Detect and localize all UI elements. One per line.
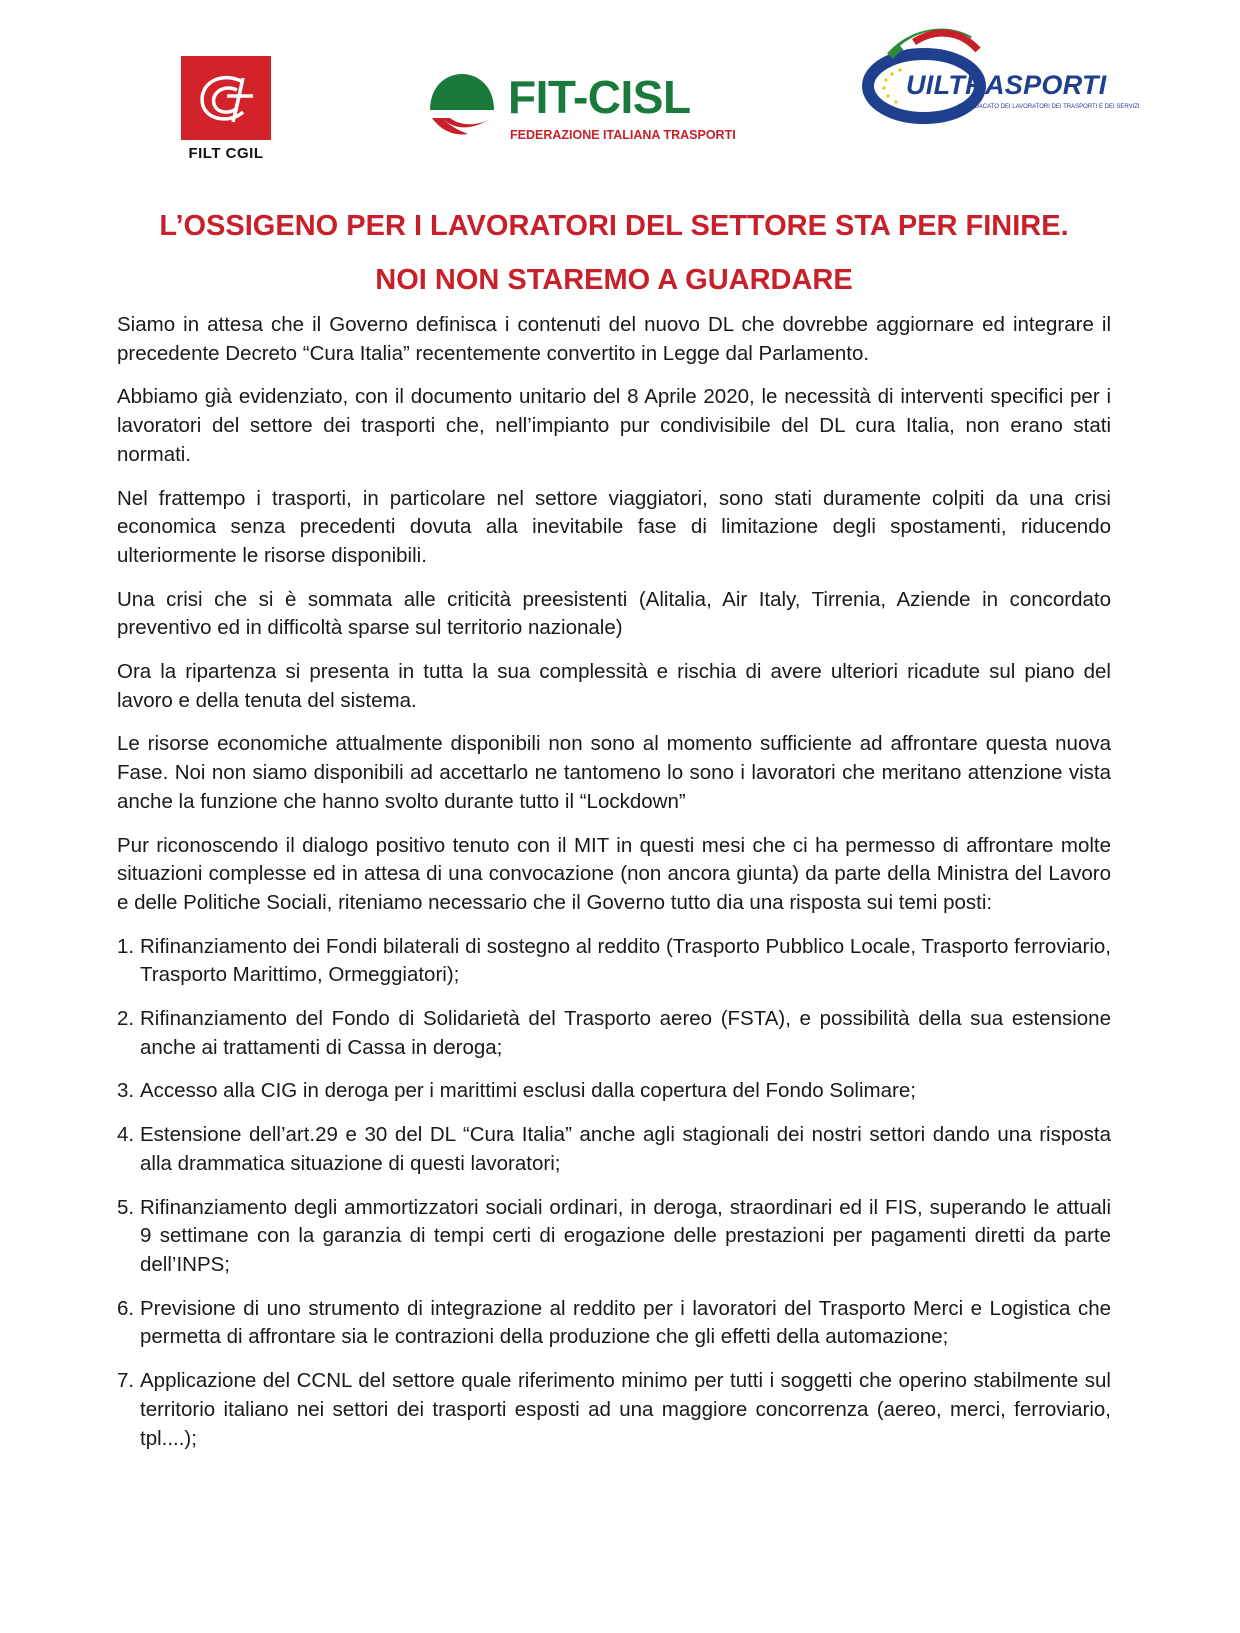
list-item-text: Previsione di uno strumento di integrazione al reddito per i lavoratori del Trasporto Merci e Logistica che permetta di affrontare sia le contrazioni della produzione che gli effetti della automazione;: [140, 1296, 1111, 1349]
fit-cisl-subtitle: FEDERAZIONE ITALIANA TRASPORTI: [510, 128, 736, 142]
paragraph: Una crisi che si è sommata alle criticità preesistenti (Alitalia, Air Italy, Tirrenia, Aziende in concordato preventivo ed in difficoltà sparse sul territorio nazionale): [117, 587, 1111, 640]
list-item: [117, 1121, 1111, 1178]
list-item-number: 7.: [117, 1369, 135, 1393]
list-item-text: Accesso alla CIG in deroga per i marittimi esclusi dalla copertura del Fondo Solimare;: [140, 1079, 916, 1103]
list-item: [117, 1194, 1111, 1280]
list-item: [117, 1077, 1111, 1106]
paragraph: Abbiamo già evidenziato, con il documento unitario del 8 Aprile 2020, le necessità di interventi specifici per i lavoratori del settore dei trasporti che, nell’impianto pur condivisibile del DL cura Italia, non erano stati normati.: [117, 385, 1111, 466]
filt-cgil-label: FILT CGIL: [188, 145, 264, 162]
demands-list: [117, 933, 1111, 1454]
list-item-text: Rifinanziamento degli ammortizzatori sociali ordinari, in deroga, straordinari ed il FIS, superando le attuali 9 settimane con la garanzia di tempi certi di erogazione delle prestazioni per pagamenti diretti da parte dell’INPS;: [140, 1195, 1111, 1276]
list-item-text: Applicazione del CCNL del settore quale riferimento minimo per tutti i soggetti che operino stabilmente sul territorio italiano nei settori dei trasporti esposti ad una maggiore concorrenza (aereo, merci, ferroviario, tpl....);: [140, 1369, 1111, 1450]
paragraph: Ora la ripartenza si presenta in tutta la sua complessità e rischia di avere ulteriori ricadute sul piano del lavoro e della tenuta del sistema.: [117, 660, 1111, 712]
paragraph: Siamo in attesa che il Governo definisca i contenuti del nuovo DL che dovrebbe aggiornare ed integrare il precedente Decreto “Cura Italia” recentemente convertito in Legge dal Parlamento.: [117, 313, 1111, 365]
paragraph: Le risorse economiche attualmente disponibili non sono al momento sufficiente ad affrontare questa nuova Fase. Noi non siamo disponibili ad accettarlo ne tantomeno lo sono i lavoratori che meritano attenzione vista anche la funzione che hanno svolto durante tutto il “Lockdown”: [117, 732, 1111, 813]
document-title: L’OSSIGENO PER I LAVORATORI DEL SETTORE STA PER FINIRE.: [159, 210, 1069, 242]
list-item-number: 3.: [117, 1079, 135, 1103]
uiltrasporti-title: UILTRASPORTI: [906, 70, 1107, 100]
fit-cisl-emblem: [428, 72, 496, 144]
list-item-number: 4.: [117, 1123, 135, 1147]
letterhead: [0, 0, 1240, 170]
paragraph: Nel frattempo i trasporti, in particolare nel settore viaggiatori, sono stati duramente colpiti da una crisi economica senza precedenti dovuta alla inevitabile fase di limitazione degli spostamenti, riducendo ulteriormente le risorse disponibili.: [117, 486, 1111, 567]
list-item-number: 2.: [117, 1007, 135, 1031]
filt-cgil-emblem: [181, 56, 271, 140]
document-body: [117, 206, 1111, 1468]
paragraph: Pur riconoscendo il dialogo positivo tenuto con il MIT in questi mesi che ci ha permesso di affrontare molte situazioni complesse ed in attesa di una convocazione (non ancora giunta) da parte della Ministra del Lavoro e delle Politiche Sociali, riteniamo necessario che il Governo tutto dia una risposta sui temi posti:: [117, 833, 1111, 914]
list-item: [117, 1367, 1111, 1453]
document-subtitle: NOI NON STAREMO A GUARDARE: [375, 264, 853, 296]
list-item-text: Estensione dell’art.29 e 30 del DL “Cura Italia” anche agli stagionali dei nostri settori dando una risposta alla drammatica situazione di questi lavoratori;: [140, 1123, 1111, 1175]
list-item: [117, 933, 1111, 990]
list-item-number: 1.: [117, 934, 135, 958]
list-item-text: Rifinanziamento dei Fondi bilaterali di sostegno al reddito (Trasporto Pubblico Locale, Trasporto ferroviario, Trasporto Marittimo, Ormeggiatori);: [140, 934, 1111, 987]
list-item-text: Rifinanziamento del Fondo di Solidarietà del Trasporto aereo (FSTA), e possibilità della sua estensione anche ai trattamenti di Cassa in deroga;: [140, 1007, 1111, 1059]
list-item: [117, 1295, 1111, 1352]
fit-cisl-logo: [428, 70, 736, 150]
filt-cgil-logo: [181, 56, 271, 162]
fit-cisl-title: FIT-CISL: [508, 71, 691, 123]
list-item: [117, 1005, 1111, 1062]
uiltrasporti-subtitle: IL SINDACATO DEI LAVORATORI DEI TRASPORTI E DEI SERVIZI: [958, 104, 1140, 110]
list-item-number: 6.: [117, 1296, 135, 1320]
list-item-number: 5.: [117, 1195, 135, 1219]
uiltrasporti-logo: [862, 18, 1140, 128]
